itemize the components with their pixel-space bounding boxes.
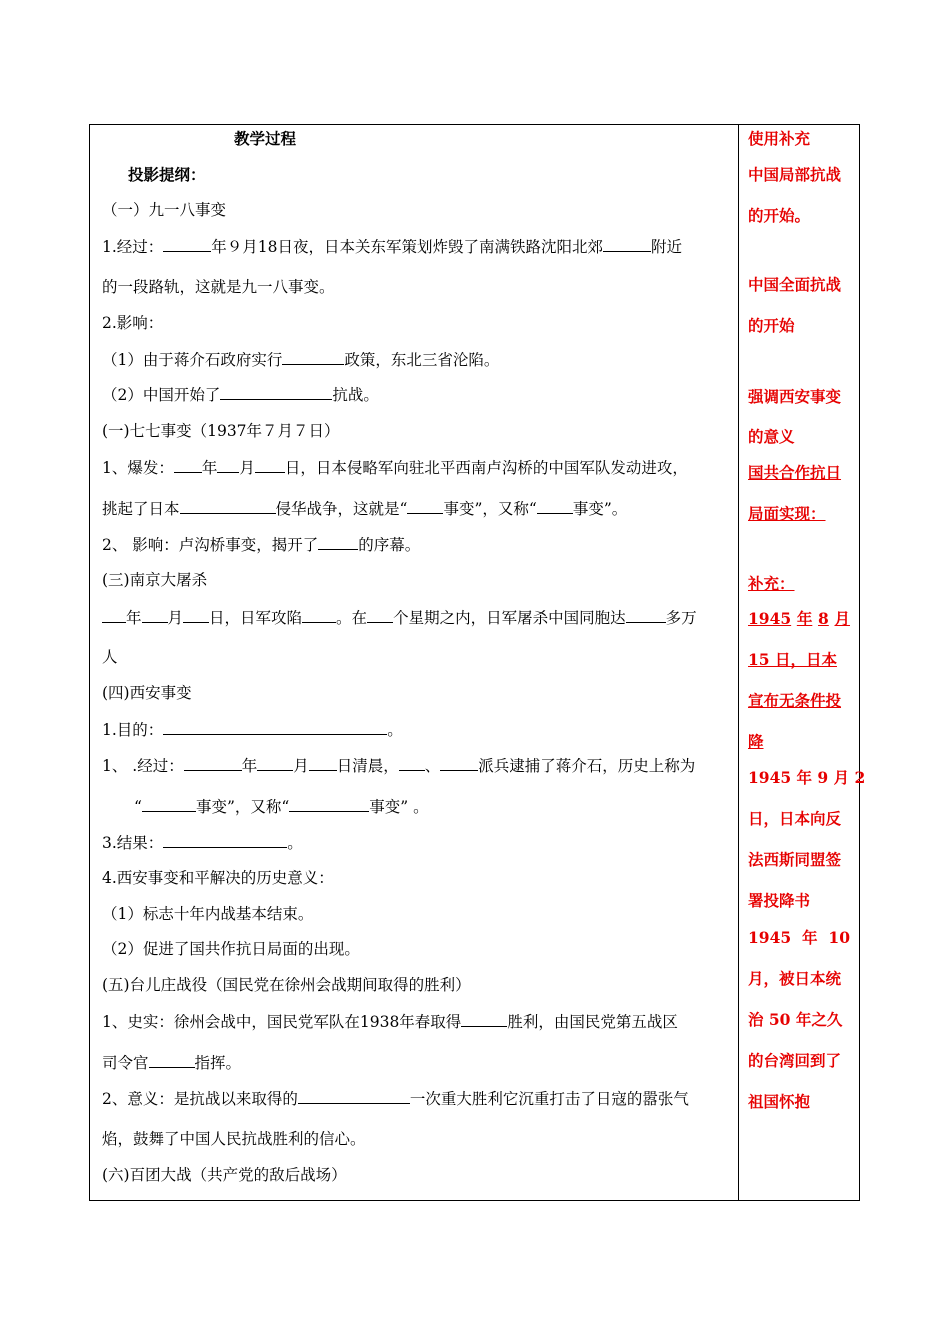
note-line: 法西斯同盟签 <box>748 850 842 869</box>
note-line: 的意义 <box>748 427 795 446</box>
blank <box>626 607 666 623</box>
blank <box>603 236 651 252</box>
note-line: 使用补充 <box>748 129 811 148</box>
section-xian-result: 3.结果： 。 <box>102 834 303 852</box>
note-line: 署投降书 <box>748 891 811 910</box>
note-line: 日，日本向反 <box>748 809 842 828</box>
blank <box>302 607 336 623</box>
blank <box>282 349 344 365</box>
note-line: 治 50 年之久 <box>748 1010 843 1029</box>
note-line: 1945 年 8 月 <box>748 609 850 628</box>
outline-label: 投影提纲： <box>128 165 206 184</box>
note-line: 局面实现： <box>748 504 826 523</box>
note-line: 国共合作抗日 <box>748 463 842 482</box>
blank <box>163 719 387 735</box>
section-918-impact-2: （2）中国开始了 抗战。 <box>102 386 379 404</box>
blank <box>163 832 287 848</box>
note-line: 宣布无条件投 <box>748 691 842 710</box>
section-918-title: （一）九一八事变 <box>102 201 227 219</box>
section-xian-significance-1: （1）标志十年内战基本结束。 <box>102 905 314 923</box>
blank <box>183 607 209 623</box>
notes-column <box>739 125 866 1200</box>
blank <box>537 498 573 514</box>
section-77-impact: 2、 影响：卢沟桥事变，揭开了 的序幕。 <box>102 536 421 554</box>
section-taierzhuang-meaning: 2、意义：是抗战以来取得的 一次重大胜利它沉重打击了日寇的嚣张气 <box>102 1090 689 1108</box>
note-line: 的开始 <box>748 316 795 335</box>
blank <box>255 457 285 473</box>
blank <box>440 755 478 771</box>
section-918-process-cont: 的一段路轨，这就是九一八事变。 <box>102 278 335 296</box>
note-line: 降 <box>748 732 764 751</box>
note-line: 的开始。 <box>748 206 811 225</box>
section-nanjing-title: (三)南京大屠杀 <box>102 571 208 589</box>
section-xian-title: (四)西安事变 <box>102 684 192 702</box>
blank <box>217 457 239 473</box>
section-taierzhuang-facts-cont: 司令官 指挥。 <box>102 1054 242 1072</box>
blank <box>367 607 393 623</box>
note-line: 中国局部抗战 <box>748 165 842 184</box>
note-line: 中国全面抗战 <box>748 275 842 294</box>
note-line: 补充： <box>748 574 795 593</box>
section-xian-process-cont: “ 事变”，又称“ 事变” 。 <box>134 798 429 816</box>
blank <box>220 384 332 400</box>
section-xian-significance: 4.西安事变和平解决的历史意义： <box>102 869 334 887</box>
section-hundred-regiments-title: (六)百团大战（共产党的敌后战场） <box>102 1166 347 1184</box>
section-taierzhuang-title: (五)台儿庄战役（国民党在徐州会战期间取得的胜利） <box>102 976 471 994</box>
note-line: 月，被日本统 <box>748 969 842 988</box>
note-line: 1945 年 10 <box>748 928 850 947</box>
blank <box>142 796 196 812</box>
lesson-table <box>89 124 866 1201</box>
blank <box>298 1088 410 1104</box>
section-xian-process: 1、 .经过： 年 月 日清晨， 、 派兵逮捕了蒋介石，历史上称为 <box>102 757 696 775</box>
blank <box>407 498 443 514</box>
section-xian-significance-2: （2）促进了国共作抗日局面的出现。 <box>102 940 360 958</box>
blank <box>163 236 211 252</box>
section-nanjing-text-cont: 人 <box>102 648 118 666</box>
note-line: 强调西安事变 <box>748 387 842 406</box>
section-77-outbreak-cont: 挑起了日本 侵华战争，这就是“ 事变”，又称“ 事变”。 <box>102 500 628 518</box>
section-918-process: 1.经过： 年９月18日夜，日本关东军策划炸毁了南满铁路沈阳北郊 附近 <box>102 238 683 256</box>
section-918-impact: 2.影响： <box>102 314 164 332</box>
blank <box>184 755 242 771</box>
section-918-impact-1: （1）由于蒋介石政府实行 政策，东北三省沦陷。 <box>102 351 500 369</box>
section-taierzhuang-meaning-cont: 焰，鼓舞了中国人民抗战胜利的信心。 <box>102 1130 366 1148</box>
note-line: 的台湾回到了 <box>748 1051 842 1070</box>
blank <box>174 457 202 473</box>
blank <box>180 498 276 514</box>
section-77-title: (一)七七事变（1937年７月７日） <box>102 422 340 440</box>
blank <box>257 755 293 771</box>
blank <box>318 534 358 550</box>
section-taierzhuang-facts: 1、史实：徐州会战中，国民党军队在1938年春取得 胜利，由国民党第五战区 <box>102 1013 678 1031</box>
blank <box>289 796 369 812</box>
note-line: 1945 年 9 月 2 <box>748 768 866 787</box>
blank <box>102 607 126 623</box>
teaching-process-heading: 教学过程 <box>234 129 297 148</box>
note-line: 祖国怀抱 <box>748 1092 811 1111</box>
blank <box>461 1011 507 1027</box>
blank <box>142 607 168 623</box>
blank <box>149 1052 195 1068</box>
section-77-outbreak: 1、爆发： 年 月 日，日本侵略军向驻北平西南卢沟桥的中国军队发动进攻， <box>102 459 688 477</box>
note-line: 15 日，日本 <box>748 650 837 669</box>
blank <box>399 755 425 771</box>
blank <box>309 755 337 771</box>
section-nanjing-text: 年 月 日，日军攻陷 。在 个星期之内，日军屠杀中国同胞达 多万 <box>102 607 697 628</box>
teaching-process-column <box>90 125 738 1200</box>
section-xian-purpose: 1.目的： 。 <box>102 721 403 739</box>
